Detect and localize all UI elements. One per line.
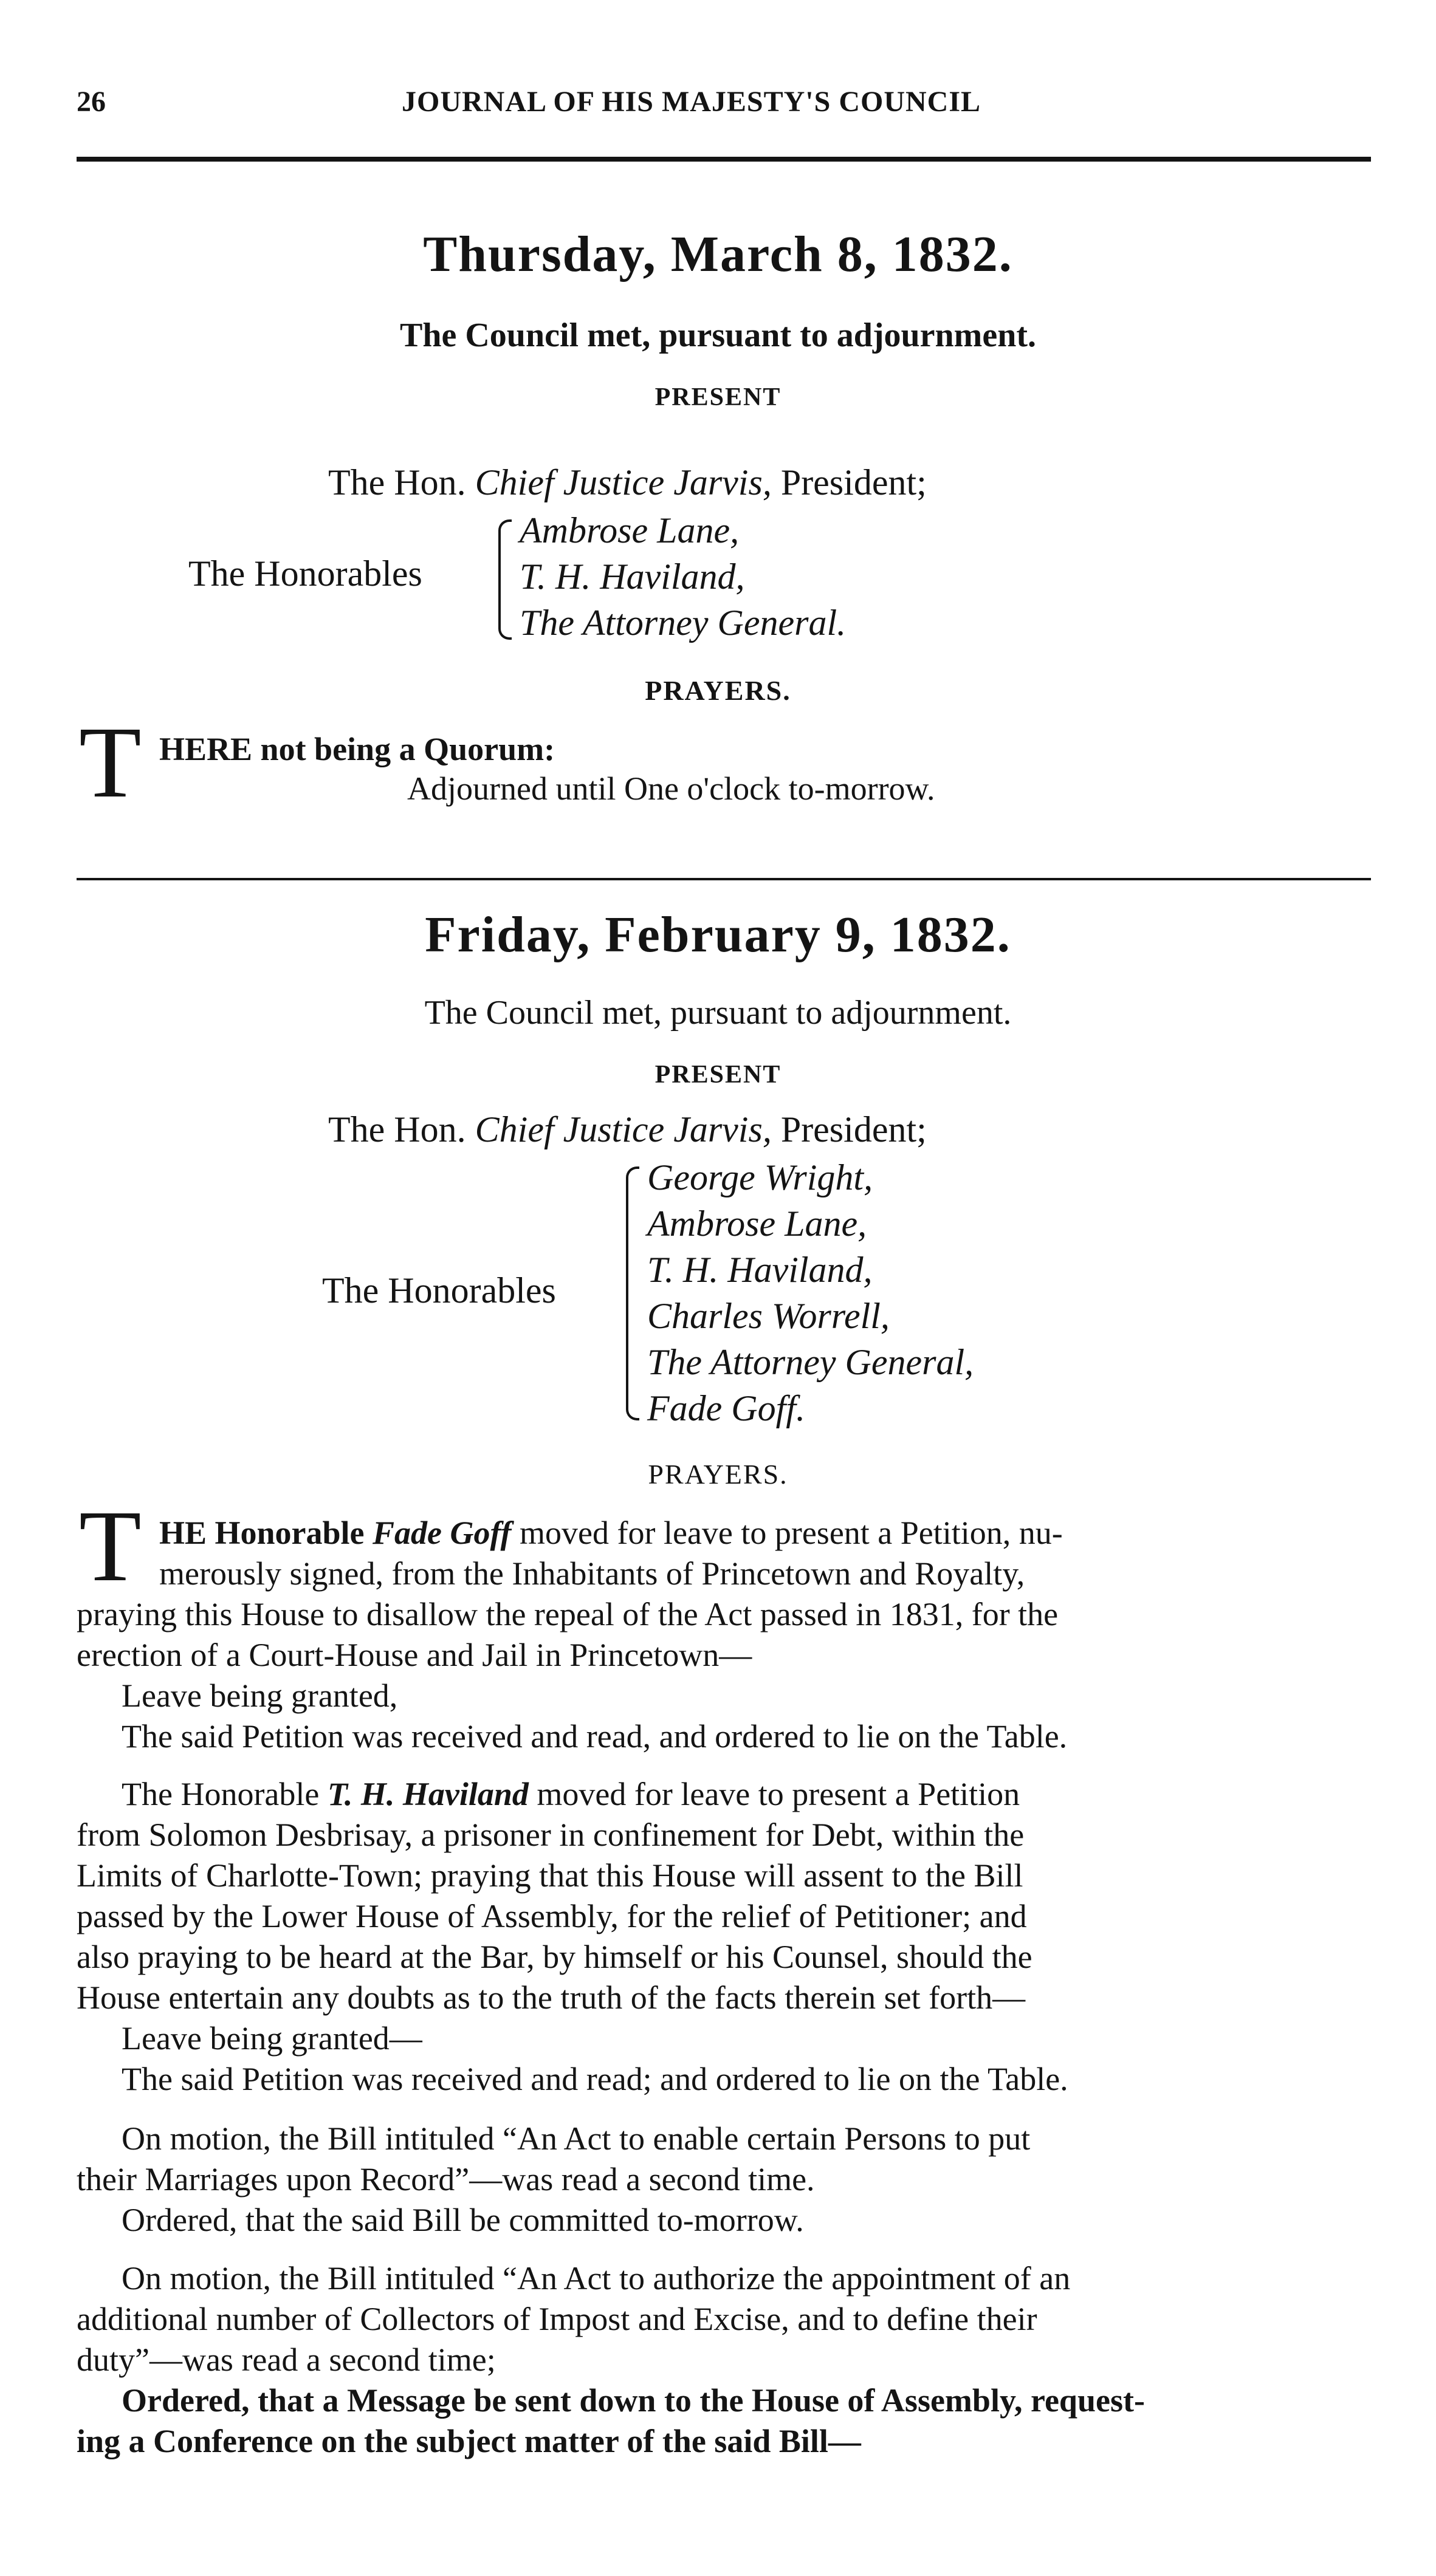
para2-name: T. H. Haviland	[327, 1776, 529, 1812]
page-number: 26	[77, 86, 106, 118]
para2-line1	[122, 1774, 1020, 1815]
para3-line3: Ordered, that the said Bill be committed to-morrow.	[122, 2202, 804, 2238]
entry2-president-name: Chief Justice Jarvis,	[475, 1109, 772, 1149]
journal-title: JOURNAL OF HIS MAJESTY'S COUNCIL	[402, 86, 981, 118]
para1-line1-b: moved for leave to present a Petition, nu-	[520, 1515, 1063, 1551]
para3-line1: On motion, the Bill intituled “An Act to enable certain Persons to put	[122, 2120, 1031, 2157]
entry1-prayers-label: PRAYERS.	[645, 675, 791, 706]
para1-line3: praying this House to disallow the repeal of the Act passed in 1831, for the	[77, 1596, 1059, 1632]
para4-line2: additional number of Collectors of Impost and Excise, and to define their	[77, 2301, 1037, 2337]
entry1-honorable-3: The Attorney General.	[520, 603, 847, 643]
para4-line4: Ordered, that a Message be sent down to the House of Assembly, request-	[122, 2382, 1145, 2419]
para1-line2: merously signed, from the Inhabitants of Princetown and Royalty,	[159, 1555, 1025, 1592]
entry1-present-label: PRESENT	[654, 383, 782, 411]
entry2-honorables-list	[647, 1154, 974, 1431]
entry-separator	[77, 878, 1371, 880]
entry1-drop-cap: T	[79, 706, 142, 819]
entry2-honorables-label: The Honorables	[322, 1270, 556, 1310]
entry2-honorable-1: George Wright,	[647, 1157, 873, 1197]
para2-line3: Limits of Charlotte-Town; praying that this House will assent to the Bill	[77, 1857, 1023, 1894]
para1-line1-a: HE Honorable	[159, 1515, 365, 1551]
entry2-honorable-6: Fade Goff.	[647, 1388, 805, 1428]
entry2-brace	[626, 1166, 639, 1420]
entry1-text-line1	[159, 729, 555, 770]
para3-line2: their Marriages upon Record”—was read a second time.	[77, 2161, 815, 2197]
para1-line5: Leave being granted,	[122, 1677, 398, 1714]
entry1-honorable-1: Ambrose Lane,	[520, 510, 740, 550]
entry2-president-suffix: President;	[780, 1109, 927, 1149]
para4-line5: ing a Conference on the subject matter of the said Bill—	[77, 2423, 861, 2459]
para2-line2: from Solomon Desbrisay, a prisoner in confinement for Debt, within the	[77, 1817, 1025, 1853]
entry2-date-heading: Friday, February 9, 1832.	[425, 906, 1011, 963]
entry2-honorable-5: The Attorney General,	[647, 1342, 974, 1382]
para4-line1: On motion, the Bill intituled “An Act to authorize the appointment of an	[122, 2260, 1071, 2297]
para4-line3: duty”—was read a second time;	[77, 2341, 496, 2378]
entry1-president-suffix: President;	[780, 462, 927, 502]
entry1-date-heading: Thursday, March 8, 1832.	[423, 226, 1013, 283]
para1-line1	[159, 1513, 1063, 1553]
entry2-met-line: The Council met, pursuant to adjournment.	[424, 994, 1012, 1032]
entry2-honorable-2: Ambrose Lane,	[647, 1204, 867, 1244]
para1-line6: The said Petition was received and read, and ordered to lie on the Table.	[122, 1718, 1068, 1755]
entry1-president-line	[328, 462, 927, 504]
header-rule	[77, 157, 1371, 162]
entry1-president-prefix: The Hon.	[328, 462, 466, 502]
entry1-text-line1-span: HERE not being a Quorum:	[159, 731, 555, 767]
para2-line1-b: moved for leave to present a Petition	[537, 1776, 1020, 1812]
para1-name: Fade Goff	[373, 1515, 512, 1551]
para1-line4: erection of a Court-House and Jail in Princetown—	[77, 1637, 752, 1673]
para2-line5: also praying to be heard at the Bar, by himself or his Counsel, should the	[77, 1939, 1032, 1975]
entry1-text-line2: Adjourned until One o'clock to-morrow.	[407, 770, 935, 807]
entry1-president-name: Chief Justice Jarvis,	[475, 462, 772, 502]
running-head	[77, 78, 1371, 145]
entry1-met-line: The Council met, pursuant to adjournment.	[400, 317, 1036, 354]
para2-line6: House entertain any doubts as to the truth of the facts therein set forth—	[77, 1979, 1026, 2016]
para2-line7: Leave being granted—	[122, 2020, 422, 2057]
entry1-honorables-list	[520, 507, 846, 646]
entry2-honorable-3: T. H. Haviland,	[647, 1250, 873, 1290]
entry1-honorables-label: The Honorables	[188, 553, 422, 594]
entry2-president-line	[328, 1109, 927, 1151]
entry2-drop-cap: T	[79, 1490, 142, 1603]
para2-line4: passed by the Lower House of Assembly, for the relief of Petitioner; and	[77, 1898, 1027, 1934]
entry1-brace	[498, 519, 512, 640]
entry1-honorable-2: T. H. Haviland,	[520, 557, 745, 597]
para2-line8: The said Petition was received and read; and ordered to lie on the Table.	[122, 2061, 1068, 2097]
entry2-present-label: PRESENT	[654, 1061, 782, 1089]
para2-line1-a: The Honorable	[122, 1776, 320, 1812]
entry2-prayers-label: PRAYERS.	[648, 1459, 788, 1490]
entry2-president-prefix: The Hon.	[328, 1109, 466, 1149]
entry2-honorable-4: Charles Worrell,	[647, 1296, 890, 1336]
